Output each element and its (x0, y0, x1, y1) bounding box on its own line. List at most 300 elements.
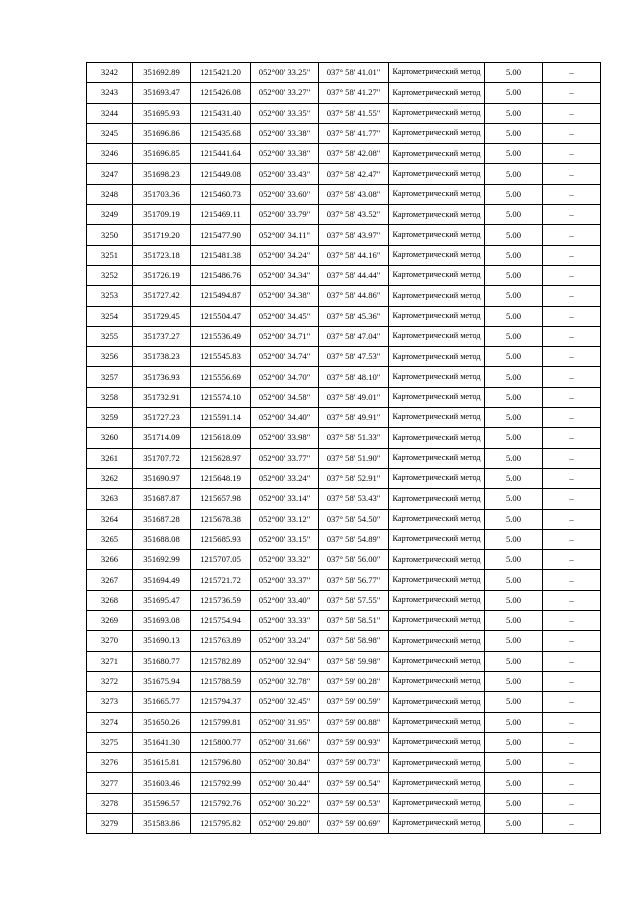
latitude-cell: 052°00' 34.70" (251, 367, 319, 387)
coordinate-y-cell: 1215460.73 (191, 184, 251, 204)
accuracy-cell: 5.00 (485, 712, 543, 732)
point-number-cell: 3270 (87, 631, 133, 651)
coordinate-y-cell: 1215591.14 (191, 408, 251, 428)
accuracy-cell: 5.00 (485, 753, 543, 773)
coordinate-y-cell: 1215799.81 (191, 712, 251, 732)
latitude-cell: 052°00' 33.43" (251, 164, 319, 184)
point-number-cell: 3268 (87, 590, 133, 610)
longitude-cell: 037° 58' 44.86" (319, 286, 389, 306)
table-row (87, 367, 601, 387)
point-number-cell: 3262 (87, 468, 133, 488)
method-cell: Картометрический метод (389, 144, 485, 164)
note-cell: – (543, 326, 601, 346)
method-cell: Картометрический метод (389, 793, 485, 813)
coordinate-x-cell: 351738.23 (133, 347, 191, 367)
accuracy-cell: 5.00 (485, 367, 543, 387)
method-cell: Картометрический метод (389, 509, 485, 529)
table-row (87, 225, 601, 245)
accuracy-cell: 5.00 (485, 306, 543, 326)
accuracy-cell: 5.00 (485, 144, 543, 164)
table-row (87, 63, 601, 83)
accuracy-cell: 5.00 (485, 773, 543, 793)
note-cell: – (543, 813, 601, 833)
coordinate-x-cell: 351692.89 (133, 63, 191, 83)
latitude-cell: 052°00' 34.38" (251, 286, 319, 306)
coordinate-x-cell: 351688.08 (133, 529, 191, 549)
table-row (87, 773, 601, 793)
coordinate-x-cell: 351707.72 (133, 448, 191, 468)
accuracy-cell: 5.00 (485, 387, 543, 407)
point-number-cell: 3277 (87, 773, 133, 793)
point-number-cell: 3245 (87, 123, 133, 143)
table-row (87, 387, 601, 407)
longitude-cell: 037° 58' 41.27" (319, 83, 389, 103)
coordinate-x-cell: 351729.45 (133, 306, 191, 326)
longitude-cell: 037° 59' 00.88" (319, 712, 389, 732)
coordinate-x-cell: 351696.85 (133, 144, 191, 164)
latitude-cell: 052°00' 33.98" (251, 428, 319, 448)
accuracy-cell: 5.00 (485, 468, 543, 488)
method-cell: Картометрический метод (389, 164, 485, 184)
coordinate-y-cell: 1215486.76 (191, 265, 251, 285)
coordinate-x-cell: 351665.77 (133, 692, 191, 712)
coordinates-table-body (87, 63, 601, 834)
note-cell: – (543, 611, 601, 631)
coordinate-y-cell: 1215796.80 (191, 753, 251, 773)
latitude-cell: 052°00' 31.66" (251, 732, 319, 752)
coordinate-y-cell: 1215431.40 (191, 103, 251, 123)
point-number-cell: 3265 (87, 529, 133, 549)
method-cell: Картометрический метод (389, 732, 485, 752)
method-cell: Картометрический метод (389, 103, 485, 123)
method-cell: Картометрический метод (389, 428, 485, 448)
coordinate-x-cell: 351696.86 (133, 123, 191, 143)
coordinate-y-cell: 1215494.87 (191, 286, 251, 306)
note-cell: – (543, 387, 601, 407)
coordinate-x-cell: 351726.19 (133, 265, 191, 285)
coordinate-y-cell: 1215426.08 (191, 83, 251, 103)
latitude-cell: 052°00' 33.33" (251, 611, 319, 631)
accuracy-cell: 5.00 (485, 529, 543, 549)
coordinate-y-cell: 1215556.69 (191, 367, 251, 387)
method-cell: Картометрический метод (389, 468, 485, 488)
coordinate-y-cell: 1215754.94 (191, 611, 251, 631)
latitude-cell: 052°00' 33.38" (251, 123, 319, 143)
table-row (87, 245, 601, 265)
coordinate-y-cell: 1215795.82 (191, 813, 251, 833)
coordinate-x-cell: 351695.47 (133, 590, 191, 610)
accuracy-cell: 5.00 (485, 205, 543, 225)
point-number-cell: 3250 (87, 225, 133, 245)
method-cell: Картометрический метод (389, 225, 485, 245)
method-cell: Картометрический метод (389, 306, 485, 326)
longitude-cell: 037° 58' 56.77" (319, 570, 389, 590)
longitude-cell: 037° 58' 43.08" (319, 184, 389, 204)
table-row (87, 509, 601, 529)
longitude-cell: 037° 58' 47.04" (319, 326, 389, 346)
table-row (87, 712, 601, 732)
point-number-cell: 3276 (87, 753, 133, 773)
coordinate-x-cell: 351641.30 (133, 732, 191, 752)
coordinate-x-cell: 351650.26 (133, 712, 191, 732)
point-number-cell: 3278 (87, 793, 133, 813)
method-cell: Картометрический метод (389, 753, 485, 773)
method-cell: Картометрический метод (389, 631, 485, 651)
coordinate-x-cell: 351687.87 (133, 489, 191, 509)
note-cell: – (543, 164, 601, 184)
coordinate-y-cell: 1215574.10 (191, 387, 251, 407)
coordinate-y-cell: 1215441.64 (191, 144, 251, 164)
coordinate-y-cell: 1215788.59 (191, 671, 251, 691)
longitude-cell: 037° 58' 43.52" (319, 205, 389, 225)
table-row (87, 265, 601, 285)
coordinate-x-cell: 351723.18 (133, 245, 191, 265)
table-row (87, 103, 601, 123)
latitude-cell: 052°00' 30.44" (251, 773, 319, 793)
coordinate-x-cell: 351692.99 (133, 550, 191, 570)
longitude-cell: 037° 58' 56.00" (319, 550, 389, 570)
longitude-cell: 037° 58' 44.16" (319, 245, 389, 265)
note-cell: – (543, 489, 601, 509)
point-number-cell: 3258 (87, 387, 133, 407)
note-cell: – (543, 63, 601, 83)
method-cell: Картометрический метод (389, 63, 485, 83)
latitude-cell: 052°00' 31.95" (251, 712, 319, 732)
note-cell: – (543, 347, 601, 367)
coordinate-x-cell: 351714.09 (133, 428, 191, 448)
coordinate-y-cell: 1215536.49 (191, 326, 251, 346)
latitude-cell: 052°00' 33.24" (251, 631, 319, 651)
table-row (87, 205, 601, 225)
note-cell: – (543, 123, 601, 143)
accuracy-cell: 5.00 (485, 611, 543, 631)
coordinate-x-cell: 351703.36 (133, 184, 191, 204)
coordinate-x-cell: 351736.93 (133, 367, 191, 387)
note-cell: – (543, 793, 601, 813)
table-row (87, 489, 601, 509)
table-row (87, 448, 601, 468)
method-cell: Картометрический метод (389, 529, 485, 549)
method-cell: Картометрический метод (389, 205, 485, 225)
accuracy-cell: 5.00 (485, 448, 543, 468)
note-cell: – (543, 671, 601, 691)
latitude-cell: 052°00' 32.45" (251, 692, 319, 712)
longitude-cell: 037° 58' 43.97" (319, 225, 389, 245)
coordinate-y-cell: 1215794.37 (191, 692, 251, 712)
point-number-cell: 3275 (87, 732, 133, 752)
coordinate-x-cell: 351583.86 (133, 813, 191, 833)
point-number-cell: 3243 (87, 83, 133, 103)
accuracy-cell: 5.00 (485, 164, 543, 184)
latitude-cell: 052°00' 33.12" (251, 509, 319, 529)
latitude-cell: 052°00' 33.14" (251, 489, 319, 509)
note-cell: – (543, 590, 601, 610)
point-number-cell: 3260 (87, 428, 133, 448)
table-row (87, 793, 601, 813)
accuracy-cell: 5.00 (485, 184, 543, 204)
accuracy-cell: 5.00 (485, 489, 543, 509)
table-row (87, 286, 601, 306)
note-cell: – (543, 408, 601, 428)
coordinate-x-cell: 351695.93 (133, 103, 191, 123)
accuracy-cell: 5.00 (485, 732, 543, 752)
accuracy-cell: 5.00 (485, 63, 543, 83)
latitude-cell: 052°00' 33.32" (251, 550, 319, 570)
note-cell: – (543, 225, 601, 245)
method-cell: Картометрический метод (389, 367, 485, 387)
longitude-cell: 037° 58' 45.36" (319, 306, 389, 326)
table-row (87, 144, 601, 164)
accuracy-cell: 5.00 (485, 631, 543, 651)
method-cell: Картометрический метод (389, 570, 485, 590)
latitude-cell: 052°00' 34.40" (251, 408, 319, 428)
note-cell: – (543, 468, 601, 488)
accuracy-cell: 5.00 (485, 651, 543, 671)
latitude-cell: 052°00' 33.27" (251, 83, 319, 103)
accuracy-cell: 5.00 (485, 347, 543, 367)
latitude-cell: 052°00' 33.37" (251, 570, 319, 590)
longitude-cell: 037° 59' 00.73" (319, 753, 389, 773)
table-row (87, 408, 601, 428)
point-number-cell: 3259 (87, 408, 133, 428)
table-row (87, 570, 601, 590)
coordinate-x-cell: 351615.81 (133, 753, 191, 773)
point-number-cell: 3256 (87, 347, 133, 367)
point-number-cell: 3264 (87, 509, 133, 529)
note-cell: – (543, 509, 601, 529)
latitude-cell: 052°00' 34.24" (251, 245, 319, 265)
table-row (87, 468, 601, 488)
latitude-cell: 052°00' 32.78" (251, 671, 319, 691)
table-row (87, 753, 601, 773)
accuracy-cell: 5.00 (485, 671, 543, 691)
latitude-cell: 052°00' 33.38" (251, 144, 319, 164)
accuracy-cell: 5.00 (485, 550, 543, 570)
method-cell: Картометрический метод (389, 326, 485, 346)
note-cell: – (543, 712, 601, 732)
accuracy-cell: 5.00 (485, 509, 543, 529)
coordinate-y-cell: 1215421.20 (191, 63, 251, 83)
accuracy-cell: 5.00 (485, 692, 543, 712)
coordinate-y-cell: 1215678.38 (191, 509, 251, 529)
longitude-cell: 037° 58' 42.47" (319, 164, 389, 184)
coordinate-y-cell: 1215792.99 (191, 773, 251, 793)
note-cell: – (543, 753, 601, 773)
longitude-cell: 037° 58' 54.50" (319, 509, 389, 529)
method-cell: Картометрический метод (389, 651, 485, 671)
accuracy-cell: 5.00 (485, 793, 543, 813)
table-row (87, 164, 601, 184)
coordinate-x-cell: 351737.27 (133, 326, 191, 346)
coordinate-x-cell: 351596.57 (133, 793, 191, 813)
note-cell: – (543, 306, 601, 326)
latitude-cell: 052°00' 33.15" (251, 529, 319, 549)
note-cell: – (543, 692, 601, 712)
longitude-cell: 037° 58' 47.53" (319, 347, 389, 367)
method-cell: Картометрический метод (389, 408, 485, 428)
note-cell: – (543, 550, 601, 570)
point-number-cell: 3253 (87, 286, 133, 306)
point-number-cell: 3271 (87, 651, 133, 671)
latitude-cell: 052°00' 33.77" (251, 448, 319, 468)
note-cell: – (543, 245, 601, 265)
coordinate-x-cell: 351698.23 (133, 164, 191, 184)
coordinate-y-cell: 1215763.89 (191, 631, 251, 651)
table-row (87, 326, 601, 346)
longitude-cell: 037° 58' 44.44" (319, 265, 389, 285)
longitude-cell: 037° 58' 49.91" (319, 408, 389, 428)
coordinate-x-cell: 351694.49 (133, 570, 191, 590)
coordinate-y-cell: 1215545.83 (191, 347, 251, 367)
table-row (87, 631, 601, 651)
longitude-cell: 037° 58' 58.51" (319, 611, 389, 631)
coordinate-y-cell: 1215782.89 (191, 651, 251, 671)
longitude-cell: 037° 58' 41.01" (319, 63, 389, 83)
accuracy-cell: 5.00 (485, 123, 543, 143)
note-cell: – (543, 205, 601, 225)
accuracy-cell: 5.00 (485, 590, 543, 610)
note-cell: – (543, 732, 601, 752)
latitude-cell: 052°00' 30.84" (251, 753, 319, 773)
point-number-cell: 3242 (87, 63, 133, 83)
point-number-cell: 3244 (87, 103, 133, 123)
method-cell: Картометрический метод (389, 813, 485, 833)
longitude-cell: 037° 58' 59.98" (319, 651, 389, 671)
point-number-cell: 3251 (87, 245, 133, 265)
accuracy-cell: 5.00 (485, 225, 543, 245)
table-row (87, 184, 601, 204)
table-row (87, 428, 601, 448)
longitude-cell: 037° 59' 00.93" (319, 732, 389, 752)
accuracy-cell: 5.00 (485, 245, 543, 265)
latitude-cell: 052°00' 34.74" (251, 347, 319, 367)
coordinate-y-cell: 1215800.77 (191, 732, 251, 752)
point-number-cell: 3274 (87, 712, 133, 732)
longitude-cell: 037° 58' 49.01" (319, 387, 389, 407)
point-number-cell: 3246 (87, 144, 133, 164)
method-cell: Картометрический метод (389, 448, 485, 468)
point-number-cell: 3261 (87, 448, 133, 468)
coordinate-y-cell: 1215721.72 (191, 570, 251, 590)
point-number-cell: 3255 (87, 326, 133, 346)
longitude-cell: 037° 59' 00.69" (319, 813, 389, 833)
point-number-cell: 3254 (87, 306, 133, 326)
method-cell: Картометрический метод (389, 692, 485, 712)
point-number-cell: 3263 (87, 489, 133, 509)
coordinate-y-cell: 1215477.90 (191, 225, 251, 245)
coordinate-y-cell: 1215792.76 (191, 793, 251, 813)
accuracy-cell: 5.00 (485, 83, 543, 103)
longitude-cell: 037° 58' 53.43" (319, 489, 389, 509)
coordinate-x-cell: 351603.46 (133, 773, 191, 793)
longitude-cell: 037° 58' 41.55" (319, 103, 389, 123)
longitude-cell: 037° 58' 41.77" (319, 123, 389, 143)
longitude-cell: 037° 59' 00.59" (319, 692, 389, 712)
longitude-cell: 037° 58' 51.90" (319, 448, 389, 468)
coordinate-y-cell: 1215657.98 (191, 489, 251, 509)
longitude-cell: 037° 59' 00.53" (319, 793, 389, 813)
coordinate-x-cell: 351693.47 (133, 83, 191, 103)
latitude-cell: 052°00' 33.60" (251, 184, 319, 204)
longitude-cell: 037° 58' 48.10" (319, 367, 389, 387)
coordinate-x-cell: 351727.23 (133, 408, 191, 428)
coordinate-x-cell: 351675.94 (133, 671, 191, 691)
note-cell: – (543, 529, 601, 549)
method-cell: Картометрический метод (389, 590, 485, 610)
longitude-cell: 037° 58' 54.89" (319, 529, 389, 549)
note-cell: – (543, 651, 601, 671)
point-number-cell: 3248 (87, 184, 133, 204)
note-cell: – (543, 428, 601, 448)
table-row (87, 123, 601, 143)
method-cell: Картометрический метод (389, 611, 485, 631)
coordinates-table (86, 62, 601, 834)
note-cell: – (543, 773, 601, 793)
point-number-cell: 3266 (87, 550, 133, 570)
note-cell: – (543, 367, 601, 387)
coordinate-y-cell: 1215648.19 (191, 468, 251, 488)
table-row (87, 550, 601, 570)
latitude-cell: 052°00' 34.58" (251, 387, 319, 407)
note-cell: – (543, 570, 601, 590)
note-cell: – (543, 286, 601, 306)
note-cell: – (543, 83, 601, 103)
coordinate-y-cell: 1215628.97 (191, 448, 251, 468)
method-cell: Картометрический метод (389, 286, 485, 306)
point-number-cell: 3257 (87, 367, 133, 387)
table-row (87, 692, 601, 712)
accuracy-cell: 5.00 (485, 326, 543, 346)
accuracy-cell: 5.00 (485, 286, 543, 306)
table-row (87, 529, 601, 549)
longitude-cell: 037° 58' 51.33" (319, 428, 389, 448)
coordinate-y-cell: 1215504.47 (191, 306, 251, 326)
coordinate-y-cell: 1215707.05 (191, 550, 251, 570)
method-cell: Картометрический метод (389, 387, 485, 407)
accuracy-cell: 5.00 (485, 570, 543, 590)
longitude-cell: 037° 59' 00.28" (319, 671, 389, 691)
coordinate-y-cell: 1215449.08 (191, 164, 251, 184)
latitude-cell: 052°00' 33.35" (251, 103, 319, 123)
latitude-cell: 052°00' 33.24" (251, 468, 319, 488)
note-cell: – (543, 184, 601, 204)
accuracy-cell: 5.00 (485, 813, 543, 833)
coordinate-x-cell: 351727.42 (133, 286, 191, 306)
table-row (87, 590, 601, 610)
latitude-cell: 052°00' 29.80" (251, 813, 319, 833)
table-row (87, 306, 601, 326)
note-cell: – (543, 631, 601, 651)
longitude-cell: 037° 59' 00.54" (319, 773, 389, 793)
coordinate-x-cell: 351690.13 (133, 631, 191, 651)
coordinate-y-cell: 1215618.09 (191, 428, 251, 448)
point-number-cell: 3247 (87, 164, 133, 184)
latitude-cell: 052°00' 34.45" (251, 306, 319, 326)
coordinate-x-cell: 351719.20 (133, 225, 191, 245)
method-cell: Картометрический метод (389, 245, 485, 265)
latitude-cell: 052°00' 34.71" (251, 326, 319, 346)
method-cell: Картометрический метод (389, 773, 485, 793)
point-number-cell: 3252 (87, 265, 133, 285)
table-row (87, 671, 601, 691)
point-number-cell: 3249 (87, 205, 133, 225)
method-cell: Картометрический метод (389, 712, 485, 732)
accuracy-cell: 5.00 (485, 428, 543, 448)
method-cell: Картометрический метод (389, 265, 485, 285)
longitude-cell: 037° 58' 58.98" (319, 631, 389, 651)
coordinate-y-cell: 1215469.11 (191, 205, 251, 225)
coordinate-y-cell: 1215685.93 (191, 529, 251, 549)
